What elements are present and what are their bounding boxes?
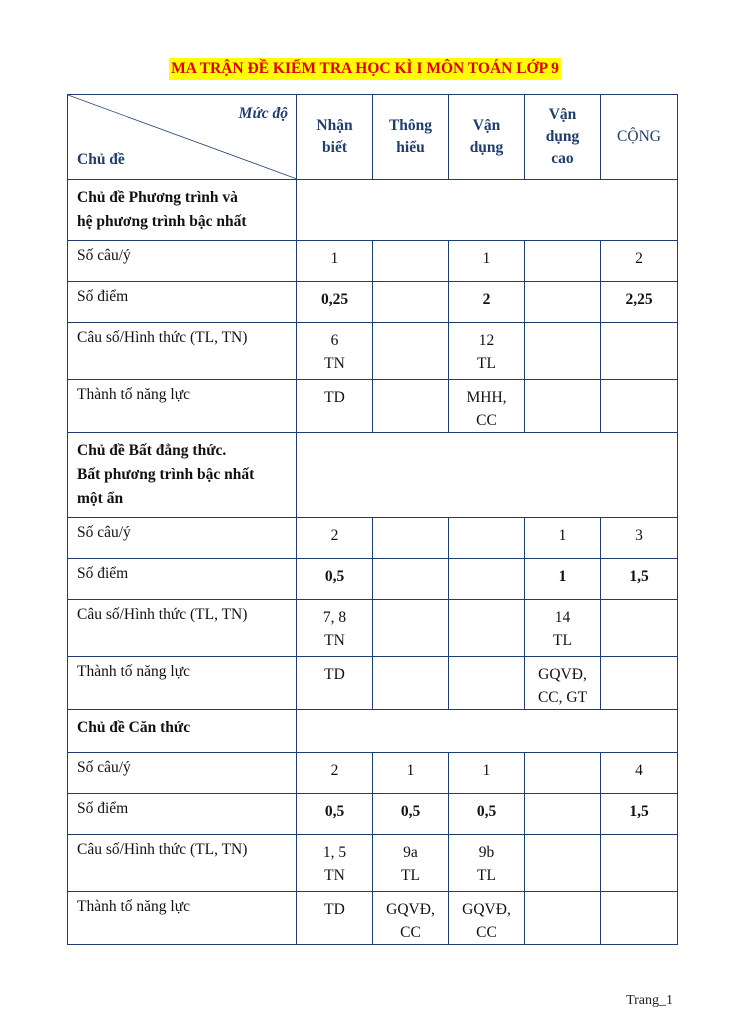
level-axis-label: Mức độ [238, 105, 288, 122]
table-cell [525, 657, 601, 710]
table-cell [449, 380, 525, 433]
table-cell [601, 753, 678, 794]
cell-line: 2,25 [625, 291, 653, 308]
page-number: Trang_1 [626, 993, 673, 1008]
table-row [68, 518, 678, 559]
table-cell [373, 323, 449, 380]
table-cell [449, 892, 525, 945]
assessment-matrix-table [67, 94, 678, 945]
topic-name-line: hệ phương trình bậc nhất [77, 213, 247, 230]
table-cell [601, 600, 678, 657]
topic-name-line: Chủ đề Bất đẳng thức. [77, 442, 227, 459]
topic-row [68, 710, 678, 753]
table-cell [373, 657, 449, 710]
cell-line: GQVĐ, [538, 666, 587, 683]
cell-line: TL [401, 867, 420, 884]
matrix-body [68, 95, 678, 945]
header-level-van-dung [449, 95, 525, 180]
table-cell [601, 380, 678, 433]
table-cell [601, 323, 678, 380]
table-cell [525, 753, 601, 794]
table-cell [525, 835, 601, 892]
table-row [68, 282, 678, 323]
table-cell [297, 380, 373, 433]
header-line: dụng [469, 139, 504, 156]
row-label: Số điểm [68, 794, 297, 835]
table-cell [601, 282, 678, 323]
cell-line: 1,5 [629, 568, 649, 585]
table-cell [373, 380, 449, 433]
table-cell [601, 559, 678, 600]
table-cell [373, 559, 449, 600]
table-cell [525, 241, 601, 282]
header-line: Vận [548, 106, 577, 123]
cell-line: 6 [330, 332, 339, 349]
table-row [68, 753, 678, 794]
header-line: biết [322, 139, 347, 156]
cell-line: TN [324, 355, 345, 372]
table-cell [449, 600, 525, 657]
row-label: Câu số/Hình thức (TL, TN) [68, 835, 297, 892]
table-cell [525, 892, 601, 945]
title-wrapper [0, 58, 730, 80]
table-cell [373, 794, 449, 835]
cell-line: 2 [330, 527, 339, 544]
table-cell [449, 657, 525, 710]
row-label: Số câu/ý [68, 753, 297, 794]
table-cell [601, 835, 678, 892]
cell-line: 1 [330, 250, 339, 267]
header-total [601, 95, 678, 180]
topic-row [68, 180, 678, 241]
cell-line: 0,5 [400, 803, 421, 820]
table-cell [601, 241, 678, 282]
cell-line: 2 [635, 250, 643, 267]
table-cell [297, 657, 373, 710]
table-cell [373, 241, 449, 282]
topic-blank-cell [297, 710, 678, 753]
cell-line: 0,5 [324, 568, 345, 585]
header-line: CỘNG [617, 128, 661, 145]
cell-line: TL [477, 355, 496, 372]
cell-line: 0,5 [324, 803, 345, 820]
header-level-thong-hieu [373, 95, 449, 180]
cell-line: GQVĐ, [386, 901, 435, 918]
row-label: Câu số/Hình thức (TL, TN) [68, 600, 297, 657]
cell-line: 1 [558, 527, 567, 544]
table-cell [297, 794, 373, 835]
row-label: Số câu/ý [68, 241, 297, 282]
table-cell [525, 600, 601, 657]
table-cell [297, 892, 373, 945]
table-row [68, 323, 678, 380]
cell-line: 9b [478, 844, 495, 861]
table-cell [601, 794, 678, 835]
table-cell [449, 323, 525, 380]
topic-axis-label: Chủ đề [77, 151, 125, 168]
table-cell [525, 518, 601, 559]
table-cell [297, 753, 373, 794]
cell-line: GQVĐ, [462, 901, 511, 918]
cell-line: 0,5 [476, 803, 497, 820]
table-cell [449, 835, 525, 892]
corner-header-cell [68, 95, 297, 180]
table-row [68, 559, 678, 600]
cell-line: CC [476, 412, 497, 429]
cell-line: 2 [482, 291, 491, 308]
cell-line: 9a [403, 844, 418, 861]
header-row [68, 95, 678, 180]
table-cell [297, 835, 373, 892]
row-label: Số điểm [68, 282, 297, 323]
cell-line: 1,5 [629, 803, 649, 820]
table-cell [373, 518, 449, 559]
table-cell [297, 323, 373, 380]
topic-name-line: Chủ đề Căn thức [77, 719, 191, 736]
table-cell [449, 753, 525, 794]
table-cell [601, 892, 678, 945]
table-cell [449, 518, 525, 559]
table-row [68, 380, 678, 433]
cell-line: 2 [330, 762, 339, 779]
document-title: MA TRẬN ĐỀ KIỂM TRA HỌC KÌ I MÔN TOÁN LỚP 9 [169, 58, 561, 80]
cell-line: CC, GT [537, 689, 588, 706]
table-cell [373, 282, 449, 323]
header-line: Nhận [316, 117, 353, 134]
cell-line: 1 [482, 762, 491, 779]
cell-line: TD [324, 666, 345, 683]
table-cell [601, 657, 678, 710]
cell-line: TL [553, 632, 572, 649]
table-cell [449, 241, 525, 282]
cell-line: TN [324, 632, 345, 649]
table-cell [297, 518, 373, 559]
cell-line: CC [476, 924, 497, 941]
table-cell [373, 600, 449, 657]
row-label: Câu số/Hình thức (TL, TN) [68, 323, 297, 380]
table-cell [297, 559, 373, 600]
table-cell [449, 282, 525, 323]
table-row [68, 657, 678, 710]
table-row [68, 241, 678, 282]
row-label: Thành tố năng lực [68, 657, 297, 710]
table-cell [449, 559, 525, 600]
table-cell [601, 518, 678, 559]
cell-line: TL [477, 867, 496, 884]
cell-line: 0,25 [320, 291, 349, 308]
topic-blank-cell [297, 180, 678, 241]
header-line: dụng [545, 128, 580, 145]
cell-line: 3 [635, 527, 643, 544]
header-level-van-dung-cao [525, 95, 601, 180]
cell-line: 1 [406, 762, 415, 779]
row-label: Thành tố năng lực [68, 892, 297, 945]
table-cell [373, 835, 449, 892]
table-cell [297, 241, 373, 282]
cell-line: TD [324, 901, 345, 918]
table-cell [449, 794, 525, 835]
table-row [68, 835, 678, 892]
header-line: hiểu [396, 139, 425, 156]
cell-line: 1 [482, 250, 491, 267]
table-cell [373, 892, 449, 945]
table-row [68, 892, 678, 945]
cell-line: TD [324, 389, 345, 406]
cell-line: 1 [558, 568, 567, 585]
topic-name-cell [68, 710, 297, 753]
cell-line: MHH, [466, 389, 507, 406]
row-label: Số câu/ý [68, 518, 297, 559]
table-row [68, 600, 678, 657]
table-cell [525, 323, 601, 380]
row-label: Số điểm [68, 559, 297, 600]
cell-line: 1, 5 [322, 844, 347, 861]
cell-line: 14 [554, 609, 571, 626]
table-cell [525, 380, 601, 433]
topic-name-cell [68, 433, 297, 518]
header-line: Vận [472, 117, 501, 134]
header-line: Thông [388, 117, 433, 134]
table-cell [525, 559, 601, 600]
table-cell [525, 794, 601, 835]
table-cell [525, 282, 601, 323]
cell-line: 12 [478, 332, 495, 349]
table-cell [373, 753, 449, 794]
topic-name-line: Chủ đề Phương trình và [77, 189, 238, 206]
table-cell [297, 600, 373, 657]
topic-name-line: Bất phương trình bậc nhất [77, 466, 255, 483]
topic-blank-cell [297, 433, 678, 518]
cell-line: CC [400, 924, 421, 941]
row-label: Thành tố năng lực [68, 380, 297, 433]
cell-line: TN [324, 867, 345, 884]
header-level-nhan-biet [297, 95, 373, 180]
topic-name-line: một ẩn [77, 490, 124, 507]
header-line: cao [551, 150, 574, 167]
table-cell [297, 282, 373, 323]
topic-name-cell [68, 180, 297, 241]
topic-row [68, 433, 678, 518]
cell-line: 7, 8 [322, 609, 347, 626]
table-row [68, 794, 678, 835]
cell-line: 4 [635, 762, 643, 779]
